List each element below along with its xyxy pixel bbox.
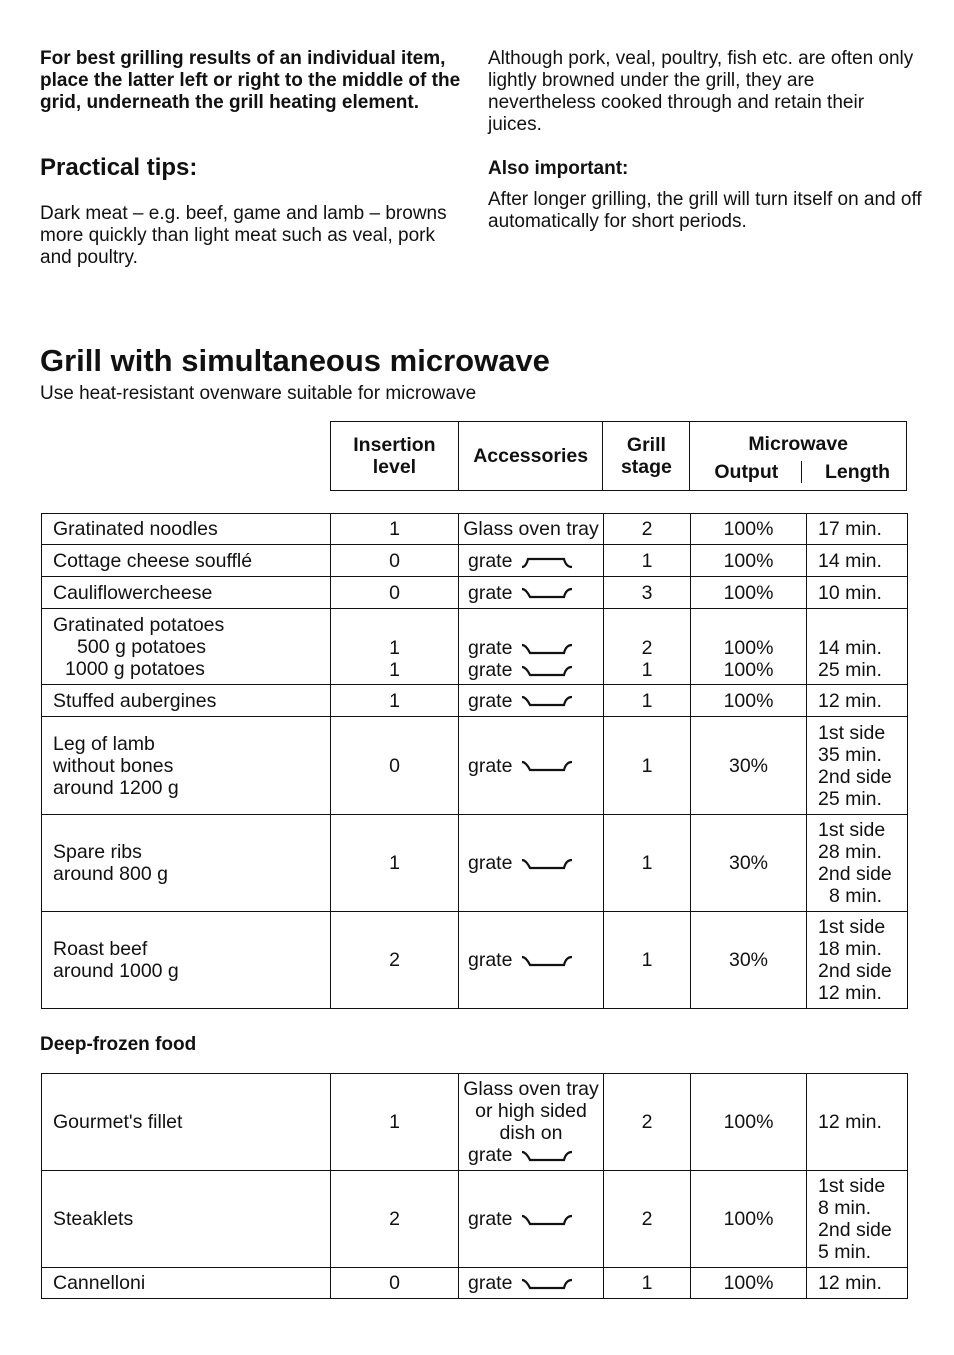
grate-lowered-icon: [520, 758, 578, 774]
accessory: grate: [468, 852, 513, 874]
insertion-level: 1: [331, 685, 459, 717]
microwave-output: 30%: [691, 912, 807, 1009]
grate-raised-icon: [520, 553, 578, 569]
table-row: [42, 685, 908, 717]
length: 12 min.: [807, 1268, 908, 1299]
grill-stage: 3: [604, 577, 691, 609]
item-name: Cottage cheese soufflé: [42, 545, 331, 577]
frozen-heading: Deep-frozen food: [40, 1034, 197, 1055]
accessory: grate: [468, 637, 513, 659]
microwave-output: 100%: [691, 514, 807, 545]
length: 25 min.: [818, 659, 882, 681]
grate-lowered-icon: [520, 1148, 578, 1164]
length: 14 min.: [807, 545, 908, 577]
item-name: Cauliflowercheese: [42, 577, 331, 609]
item-name: Gratinated potatoes: [53, 613, 225, 636]
tips-heading: Practical tips:: [40, 154, 198, 181]
microwave-output: 100%: [723, 637, 774, 659]
table-row: [42, 1171, 908, 1268]
item-name: Leg of lamb: [53, 732, 155, 755]
also-text: After longer grilling, the grill will turn itself on and off automatically for short periods.: [488, 189, 922, 232]
length: 1st side: [818, 916, 886, 938]
grill-stage: 1: [604, 685, 691, 717]
item-name: Spare ribs: [53, 841, 142, 863]
grate-lowered-icon: [520, 1276, 578, 1292]
length: 2nd side: [818, 1219, 892, 1241]
length: 25 min.: [818, 787, 882, 810]
length: 10 min.: [807, 577, 908, 609]
length: 12 min.: [807, 685, 908, 717]
section-title: Grill with simultaneous microwave: [40, 343, 550, 378]
grate-lowered-icon: [520, 856, 578, 872]
header-microwave: [690, 422, 907, 491]
accessory: grate: [468, 581, 513, 604]
grill-stage: 2: [604, 1171, 691, 1268]
table-row: [42, 609, 908, 685]
grate-lowered-icon: [520, 953, 578, 969]
insertion-level: 1: [389, 637, 400, 659]
header-output: Output: [714, 461, 779, 483]
length: 2nd side: [818, 960, 892, 982]
length: 35 min.: [818, 743, 882, 766]
item-name: around 1000 g: [53, 960, 179, 982]
grate-lowered-icon: [520, 585, 578, 601]
item-name: Steaklets: [42, 1171, 331, 1268]
item-name: Roast beef: [53, 938, 148, 960]
microwave-output: 100%: [691, 685, 807, 717]
accessory: grate: [468, 949, 513, 971]
length: 1st side: [818, 819, 886, 841]
item-name: Stuffed aubergines: [42, 685, 331, 717]
item-name: Gratinated noodles: [42, 514, 331, 545]
length: 12 min.: [818, 982, 882, 1004]
microwave-output: 30%: [691, 717, 807, 815]
also-heading: Also important:: [488, 158, 629, 179]
intro-bold-text: For best grilling results of an individual item, place the latter left or right to the middle of the grid, underneath the grill heating element.: [40, 48, 461, 113]
insertion-level: 1: [331, 1074, 459, 1171]
header-table: [330, 421, 907, 491]
table-row: [42, 545, 908, 577]
accessory: Glass oven tray: [463, 1078, 599, 1100]
table-row: [42, 1074, 908, 1171]
accessory: dish on: [499, 1122, 563, 1144]
accessory: grate: [468, 754, 513, 777]
accessory: or high sided: [475, 1100, 587, 1122]
length: 28 min.: [818, 841, 882, 863]
microwave-output: 100%: [691, 1074, 807, 1171]
item-name: Cannelloni: [42, 1268, 331, 1299]
accessory: Glass oven tray: [459, 514, 604, 545]
item-name: without bones: [53, 754, 174, 777]
microwave-output: 100%: [691, 1268, 807, 1299]
length: 2nd side: [818, 765, 892, 788]
header-length: Length: [825, 461, 890, 483]
header-insertion: Insertion level: [331, 422, 459, 491]
accessory: grate: [468, 659, 513, 681]
grill-stage: 2: [641, 637, 653, 659]
grill-stage: 1: [604, 1268, 691, 1299]
tips-text: Dark meat – e.g. beef, game and lamb – browns more quickly than light meat such as veal, pork and poultry.: [40, 203, 447, 268]
grill-stage: 1: [604, 717, 691, 815]
insertion-level: 0: [331, 1268, 459, 1299]
item-name: around 1200 g: [53, 776, 179, 799]
length: 1st side: [818, 721, 886, 744]
length: 5 min.: [818, 1241, 872, 1263]
grate-lowered-icon: [520, 663, 578, 679]
intro-right-text: Although pork, veal, poultry, fish etc. are often only lightly browned under the grill, they are nevertheless cooked through and retain their juices.: [488, 48, 914, 135]
microwave-output: 100%: [691, 545, 807, 577]
section-subtitle: Use heat-resistant ovenware suitable for microwave: [40, 383, 477, 404]
microwave-output: 100%: [691, 577, 807, 609]
grate-lowered-icon: [520, 1212, 578, 1228]
grate-lowered-icon: [520, 641, 578, 657]
insertion-level: 1: [331, 514, 459, 545]
table-row: [42, 717, 908, 815]
grill-stage: 2: [604, 514, 691, 545]
accessory: grate: [468, 1272, 513, 1294]
grill-stage: 1: [604, 815, 691, 912]
insertion-level: 2: [331, 1171, 459, 1268]
table-row: [42, 577, 908, 609]
insertion-level: 1: [389, 659, 400, 681]
microwave-output: 100%: [723, 659, 774, 681]
item-sub: 1000 g potatoes: [65, 657, 205, 680]
table-row: [42, 815, 908, 912]
length: 8 min.: [829, 885, 883, 907]
insertion-level: 0: [331, 545, 459, 577]
grill-table: [41, 513, 908, 1009]
table-row: [42, 912, 908, 1009]
length: 14 min.: [818, 637, 882, 659]
table-row: [42, 1268, 908, 1299]
accessory: grate: [468, 689, 513, 712]
insertion-level: 0: [331, 577, 459, 609]
length: 1st side: [818, 1175, 886, 1197]
item-name: Gourmet's fillet: [42, 1074, 331, 1171]
table-row: [42, 514, 908, 545]
grate-lowered-icon: [520, 693, 578, 709]
length: 17 min.: [807, 514, 908, 545]
accessory: grate: [468, 549, 513, 572]
grill-stage: 1: [604, 912, 691, 1009]
item-sub: 500 g potatoes: [77, 635, 207, 658]
grill-stage: 2: [604, 1074, 691, 1171]
accessory: grate: [468, 1144, 513, 1166]
microwave-output: 100%: [691, 1171, 807, 1268]
microwave-output: 30%: [691, 815, 807, 912]
frozen-table: [41, 1073, 908, 1299]
accessory: grate: [468, 1208, 513, 1230]
header-microwave-label: Microwave: [748, 433, 849, 455]
item-name: around 800 g: [53, 863, 168, 885]
insertion-level: 1: [331, 815, 459, 912]
length: 2nd side: [818, 863, 892, 885]
length: 12 min.: [807, 1074, 908, 1171]
length: 8 min.: [818, 1197, 872, 1219]
insertion-level: 0: [331, 717, 459, 815]
header-accessories: Accessories: [458, 422, 603, 491]
header-grill: Grill stage: [603, 422, 690, 491]
grill-stage: 1: [641, 659, 653, 681]
length: 18 min.: [818, 938, 882, 960]
grill-stage: 1: [604, 545, 691, 577]
insertion-level: 2: [331, 912, 459, 1009]
